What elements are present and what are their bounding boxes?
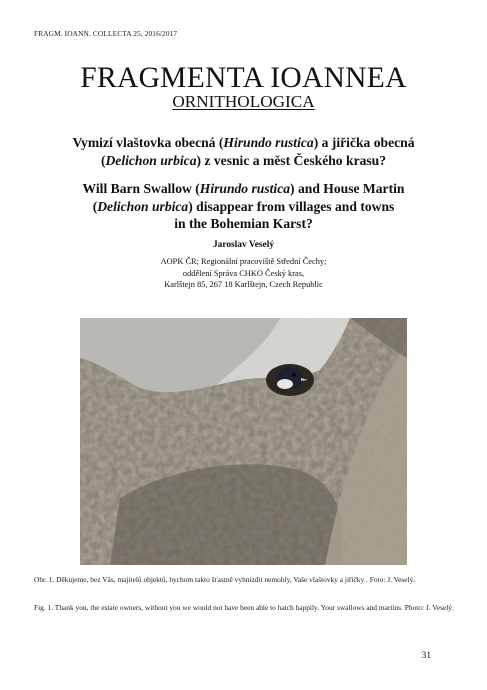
title-en-text: ) and House Martin: [290, 181, 405, 196]
title-en-text: (: [92, 198, 98, 214]
species-name: Hirundo rustica: [223, 135, 314, 150]
affiliation-line: oddělení Správa CHKO Český kras,: [182, 268, 305, 278]
author-name: Jaroslav Veselý: [212, 240, 275, 250]
title-en-text: Will Barn Swallow (: [82, 181, 200, 196]
running-head: FRAGM. IOANN. COLLECTA 25, 2016/2017: [34, 29, 178, 38]
figure-caption-english: Fig. 1. Thank you, the estate owners, without you we would not have been able to hatch happily. Your swallows and martins. Photo: J. Veselý.: [34, 603, 454, 612]
figure-caption-czech: Obr. 1. Děkujeme, bez Vás, majitelů objektů, bychom takto šťastně vyhnízdit nemohly, Vaše vlaštovky a jiřičky . Foto: J. Veselý.: [34, 575, 416, 584]
species-name: Hirundo rustica: [199, 181, 291, 196]
title-cz-text: ) a jiřička obecná: [313, 135, 415, 150]
journal-subtitle: ORNITHOLOGICA: [172, 92, 315, 111]
figure-photo-martin-nest: [80, 318, 407, 565]
title-cz-text: (: [100, 152, 106, 168]
journal-title: FRAGMENTA IOANNEA: [80, 62, 407, 94]
article-title-czech: [40, 134, 447, 169]
author-affiliation: [0, 256, 487, 291]
species-name: Delichon urbica: [97, 198, 189, 214]
affiliation-line: AOPK ČR; Regionální pracoviště Střední Čechy;: [160, 257, 327, 266]
article-title-english: [40, 180, 447, 233]
title-cz-text: Vymizí vlaštovka obecná (: [72, 135, 224, 150]
affiliation-line: Karlštejn 85, 267 18 Karlštejn, Czech Republic: [164, 280, 323, 290]
page-number: 31: [421, 651, 431, 661]
species-name: Delichon urbica: [105, 152, 197, 168]
title-cz-text: ) z vesnic a měst Českého krasu?: [196, 152, 387, 168]
title-en-text: ) disappear from villages and towns: [188, 198, 395, 214]
title-en-text: in the Bohemian Karst?: [174, 216, 313, 231]
